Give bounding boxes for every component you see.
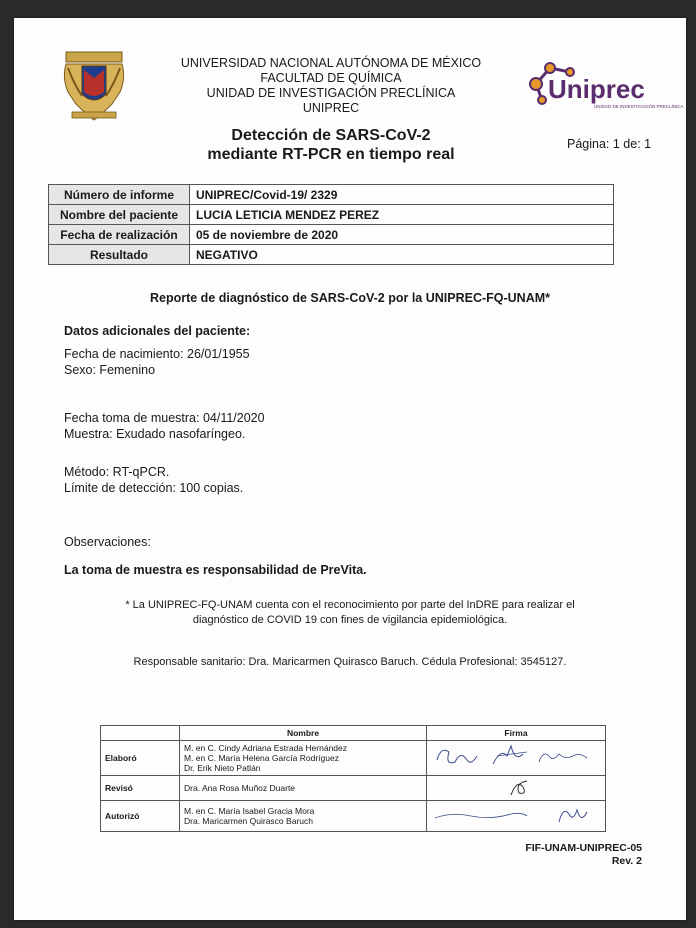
sample-type: Muestra: Exudado nasofaríngeo. — [64, 427, 246, 441]
indre-note-line1: * La UNIPREC-FQ-UNAM cuenta con el reconocimiento por parte del InDRE para realizar el — [125, 599, 575, 611]
report-subtitle: Reporte de diagnóstico de SARS-CoV-2 por la UNIPREC-FQ-UNAM* — [149, 291, 551, 305]
handwritten-signature — [431, 802, 601, 828]
info-value: 05 de noviembre de 2020 — [190, 225, 614, 245]
table-row — [49, 205, 614, 225]
signer-name: M. en C. María Helena García Rodríguez — [184, 753, 339, 763]
uniprec-logo — [524, 54, 684, 114]
report-title-line1: Detección de SARS-CoV-2 — [231, 127, 431, 144]
signer-name: M. en C. María Isabel Gracia Mora — [184, 806, 315, 816]
method: Método: RT-qPCR. — [64, 465, 170, 479]
signer-name: Dra. Maricarmen Quirasco Baruch — [184, 816, 313, 826]
uniprec-logo-subtext: UNIDAD DE INVESTIGACIÓN PRECLÍNICA — [594, 104, 684, 109]
form-code: FIF-UNAM-UNIPREC-05 — [525, 842, 642, 854]
role-label: Elaboró — [101, 741, 180, 776]
signer-name: M. en C. Cindy Adriana Estrada Hernández — [184, 743, 348, 753]
report-info-table — [48, 184, 614, 265]
signer-name: Dr. Erik Nieto Patlán — [184, 763, 261, 773]
unit-name: UNIDAD DE INVESTIGACIÓN PRECLÍNICA — [206, 86, 456, 100]
info-value: LUCIA LETICIA MENDEZ PEREZ — [190, 205, 614, 225]
table-row — [101, 776, 606, 801]
additional-data-heading: Datos adicionales del paciente: — [64, 324, 251, 338]
handwritten-signature — [431, 742, 601, 772]
role-label: Autorizó — [101, 801, 180, 832]
info-value: UNIPREC/Covid-19/ 2329 — [190, 185, 614, 205]
sample-date: Fecha toma de muestra: 04/11/2020 — [64, 411, 265, 425]
table-row — [49, 245, 614, 265]
report-title-line2: mediante RT-PCR en tiempo real — [207, 146, 455, 163]
unit-acronym: UNIPREC — [302, 101, 360, 115]
info-label: Nombre del paciente — [49, 205, 190, 225]
responsible-sanitary: Responsable sanitario: Dra. Maricarmen Quirasco Baruch. Cédula Profesional: 3545127. — [133, 656, 567, 668]
name-column-header: Nombre — [180, 726, 427, 741]
table-row — [49, 185, 614, 205]
table-row — [49, 225, 614, 245]
info-label: Resultado — [49, 245, 190, 265]
responsibility-note: La toma de muestra es responsabilidad de PreVita. — [64, 563, 367, 577]
form-revision: Rev. 2 — [611, 855, 642, 867]
info-value: NEGATIVO — [190, 245, 614, 265]
table-row — [101, 801, 606, 832]
signature-cell — [427, 741, 606, 776]
signature-cell — [427, 776, 606, 801]
handwritten-signature — [431, 777, 601, 797]
observations-label: Observaciones: — [64, 535, 151, 549]
indre-note-line2: diagnóstico de COVID 19 con fines de vigilancia epidemiológica. — [192, 614, 508, 626]
university-name: UNIVERSIDAD NACIONAL AUTÓNOMA DE MÉXICO — [180, 56, 482, 70]
uniprec-logo-text: Uniprec — [548, 74, 645, 104]
sex: Sexo: Femenino — [64, 363, 156, 377]
info-label: Número de informe — [49, 185, 190, 205]
signer-name: Dra. Ana Rosa Muñoz Duarte — [184, 783, 296, 793]
signature-column-header: Firma — [427, 726, 606, 741]
detection-limit: Límite de detección: 100 copias. — [64, 481, 244, 495]
unam-crest-logo — [62, 48, 126, 124]
faculty-name: FACULTAD DE QUÍMICA — [260, 71, 402, 85]
info-label: Fecha de realización — [49, 225, 190, 245]
role-label: Revisó — [101, 776, 180, 801]
document-page — [14, 18, 686, 920]
signature-cell — [427, 801, 606, 832]
table-header-row — [101, 726, 606, 741]
birth-date: Fecha de nacimiento: 26/01/1955 — [64, 347, 250, 361]
page-number: Página: 1 de: 1 — [567, 137, 652, 151]
table-row — [101, 741, 606, 776]
signature-table — [100, 725, 606, 832]
